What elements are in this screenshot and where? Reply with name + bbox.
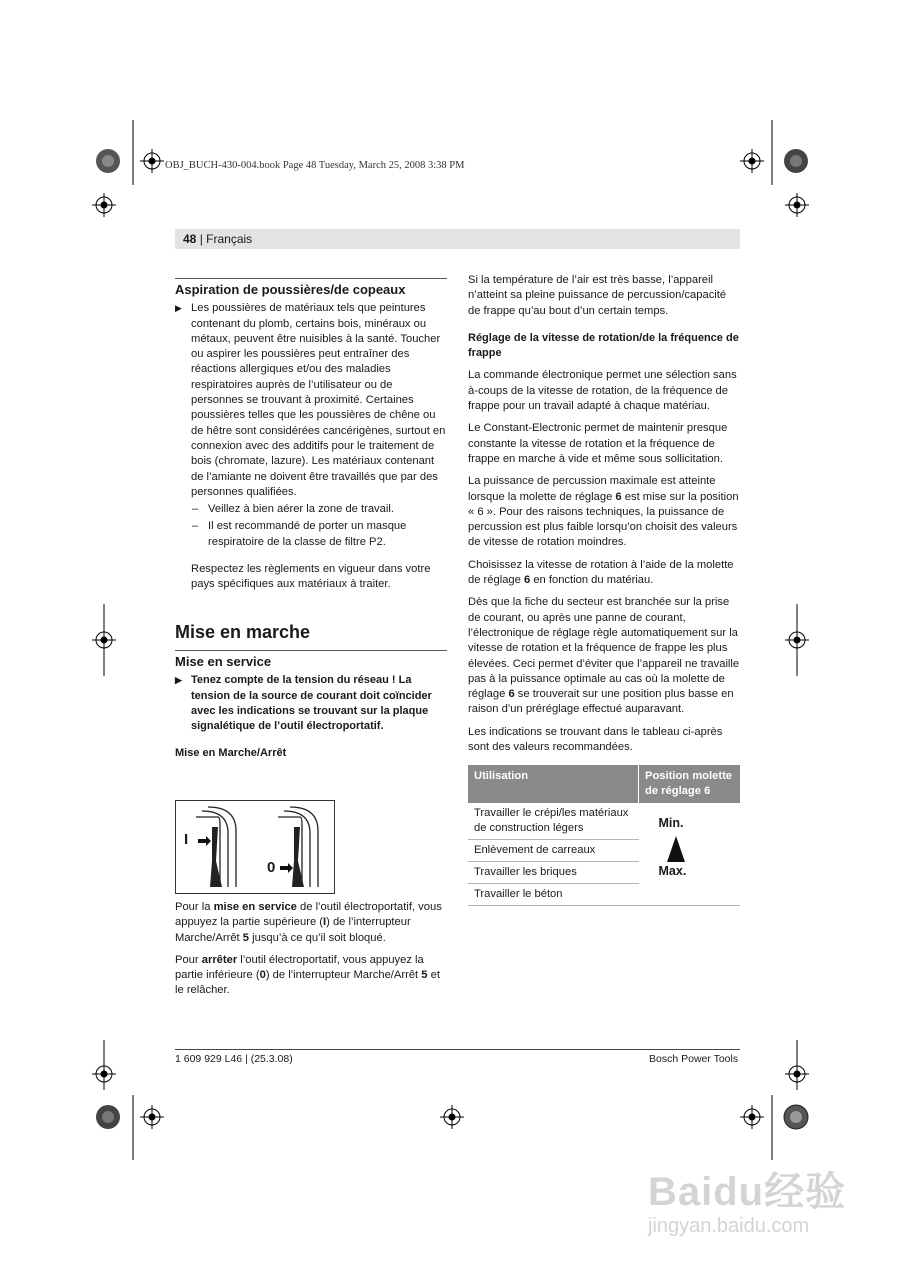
color-target-bottom-left (96, 1105, 120, 1129)
text-run: de l’outil électroportatif, vous appuyez la partie supérieure ( (175, 901, 442, 929)
text-run: ) de l’interrupteur Marche/Arrêt (265, 969, 422, 982)
table-header-usage: Utilisation (468, 765, 639, 803)
page-header-bar (175, 229, 740, 249)
watermark-url: jingyan.baidu.com (648, 1215, 810, 1237)
text-run: et le relâcher. (175, 969, 440, 997)
text-run: Dès que la fiche du secteur est branchée sur la prise de courant, ou après une panne de courant, l’électronique de réglage règle automatiquement sur la vitesse de rotation et la fréquence de frappe les plus élevées. Ceci permet d’éviter que l’appareil ne travaille pas à la puissance optimale au cas où la molette de réglage (468, 596, 740, 701)
service-heading: Mise en service (175, 650, 447, 669)
registration-mark-right-middle (785, 604, 809, 676)
registration-mark-bottom-right (740, 1105, 764, 1129)
table-cell-scale (639, 803, 741, 906)
dust-warning-text: Les poussières de matériaux tels que peintures contenant du plomb, certains bois, minéraux ou métaux, peuvent être nuisibles à la santé. Toucher ou aspirer les poussières peut entraîner des réactions allergiques et/ou des maladies respiratoires auprès de l’utilisateur ou de personnes se trouvant à proximité. Certaines poussières telles que les poussières de chêne ou de hêtre sont considérées cancérigènes, surtout en connexion avec des additifs pour le traitement de bois (chromate, lazure). Les matériaux contenant de l’amiante ne doivent être travaillés que par des personnes qualifiées. (191, 302, 446, 498)
text-run: l’outil électroportatif, vous appuyez la partie inférieure ( (175, 953, 424, 982)
section-title: Mise en marche (175, 621, 311, 642)
arrow-right-icon (198, 836, 211, 846)
text-run: La puissance de percussion maximale est atteinte lorsque la molette de réglage (468, 475, 716, 503)
recommendation-table (468, 765, 740, 906)
table-cell-usage: Enlèvement de carreaux (468, 840, 639, 862)
dust-note: Respectez les règlements en vigueur dans votre pays spécifiques aux matériaux à traiter. (191, 563, 431, 591)
footer-rule (175, 1049, 740, 1050)
table-cell-usage: Travailler les briques (468, 862, 639, 884)
page-header (183, 232, 252, 246)
electronic-para: La commande électronique permet une sélection sans à-coups de la vitesse de rotation, de la fréquence de frappe pour un travail adapté à chaque matériau. (468, 369, 737, 413)
text-run-bold: 0 (259, 969, 266, 982)
text-run: ) de l’interrupteur Marche/Arrêt (175, 916, 411, 944)
registration-mark-right-lower (785, 1040, 809, 1090)
registration-mark-left-middle (92, 604, 116, 676)
min-label: Min. (658, 816, 684, 831)
max-label: Max. (658, 864, 687, 879)
text-run: Pour la (175, 901, 214, 913)
voltage-warning (175, 673, 447, 734)
footer-doc-number: 1 609 929 L46 | (25.3.08) (175, 1053, 293, 1065)
dash-icon: – (192, 503, 199, 516)
registration-mark-top-right (740, 149, 764, 173)
color-target-top-right (784, 149, 808, 173)
registration-mark-top-left (140, 149, 164, 173)
switch-illustration (176, 801, 334, 893)
header-language: Français (206, 232, 253, 246)
header-separator: | (196, 232, 207, 246)
switch-figure (175, 800, 335, 894)
choose-para (468, 558, 740, 589)
registration-mark-bottom-left (140, 1105, 164, 1129)
dash-item-text: Veillez à bien aérer la zone de travail. (208, 503, 394, 516)
registration-mark-left-upper (92, 193, 116, 217)
fig-label-off: 0 (267, 859, 276, 876)
color-target-bottom-right (784, 1105, 808, 1129)
arrow-right-icon (280, 863, 293, 873)
footer-brand: Bosch Power Tools (649, 1053, 739, 1065)
dash-icon: – (192, 520, 199, 533)
text-run-bold: 6 (523, 574, 531, 587)
dust-warning (175, 301, 447, 500)
fig-label-on: I (184, 831, 189, 848)
voltage-warning-text: Tenez compte de la tension du réseau ! La tension de la source de courant doit coïncider avec les indications se trouvant sur la plaque signalétique de l’outil électroportatif. (191, 674, 432, 733)
constant-para: Le Constant-Electronic permet de maintenir presque constante la vitesse de rotation et la fréquence de frappe en marche à vide et même sous sollicitation. (468, 422, 728, 465)
text-run-bold: 5 (421, 969, 428, 982)
color-target-top-left (96, 149, 120, 173)
registration-mark-right-upper (785, 193, 809, 217)
table-cell-usage: Travailler le béton (468, 884, 639, 906)
switch-heading: Mise en Marche/Arrêt (175, 747, 287, 760)
registration-mark-left-lower (92, 1040, 116, 1090)
min-max-scale (653, 814, 735, 894)
watermark-logo: Baidu经验 (648, 1170, 847, 1214)
triangle-up-icon (667, 836, 685, 862)
table-cell-usage: Travailler le crépi/les matériaux de construction légers (468, 803, 639, 840)
dash-item-text: Il est recommandé de porter un masque respiratoire de la classe de filtre P2. (208, 520, 407, 548)
table-row (468, 803, 740, 840)
text-run: est mise sur la position « 6 ». Pour des raisons techniques, la puissance de percussion est plus faible lorsqu’on choisit des valeurs de vitesse de rotation moindres. (468, 490, 739, 549)
registration-mark-bottom-center (440, 1105, 464, 1129)
switch-off-text (175, 953, 447, 999)
max-para (468, 474, 740, 550)
text-run: Pour (175, 953, 202, 966)
speed-heading: Réglage de la vitesse de rotation/de la fréquence de frappe (468, 331, 739, 360)
switch-on-text (175, 900, 447, 946)
text-run-bold: 6 (615, 490, 622, 503)
text-run-bold: I (323, 916, 327, 929)
table-intro: Les indications se trouvant dans le tableau ci-après sont des valeurs recommandées. (468, 725, 723, 754)
text-run-bold: 6 (508, 688, 515, 701)
text-run-bold: mise en service (213, 901, 297, 913)
left-column (175, 278, 447, 769)
plug-para (468, 595, 740, 717)
text-run: se trouverait sur une position plus basse en raison d’un préréglage effectué auparavant. (468, 688, 734, 716)
text-run: Choisissez la vitesse de rotation à l’aide de la molette de réglage (468, 558, 734, 587)
bullet-triangle-icon: ▶ (175, 303, 182, 314)
text-run: en fonction du matériau. (530, 574, 654, 587)
cold-para: Si la température de l’air est très basse, l’appareil n’atteint sa pleine puissance de percussion/capacité de frappe qu’au bout d’un certain temps. (468, 274, 727, 317)
bullet-triangle-icon: ▶ (175, 675, 182, 686)
table-header-position: Position molette de réglage 6 (639, 765, 741, 803)
right-column (468, 273, 740, 906)
print-slug: OBJ_BUCH-430-004.book Page 48 Tuesday, March 25, 2008 3:38 PM (165, 160, 465, 171)
table-header-row (468, 765, 740, 803)
page-number: 48 (183, 232, 197, 246)
text-run-bold: 5 (242, 931, 249, 944)
text-run-bold: arrêter (201, 953, 238, 966)
dash-item (175, 519, 447, 550)
left-column-lower (175, 900, 447, 1006)
text-run: jusqu’à ce qu’il soit bloqué. (249, 931, 386, 944)
dust-heading: Aspiration de poussières/de copeaux (175, 278, 447, 297)
dash-item (175, 502, 447, 517)
